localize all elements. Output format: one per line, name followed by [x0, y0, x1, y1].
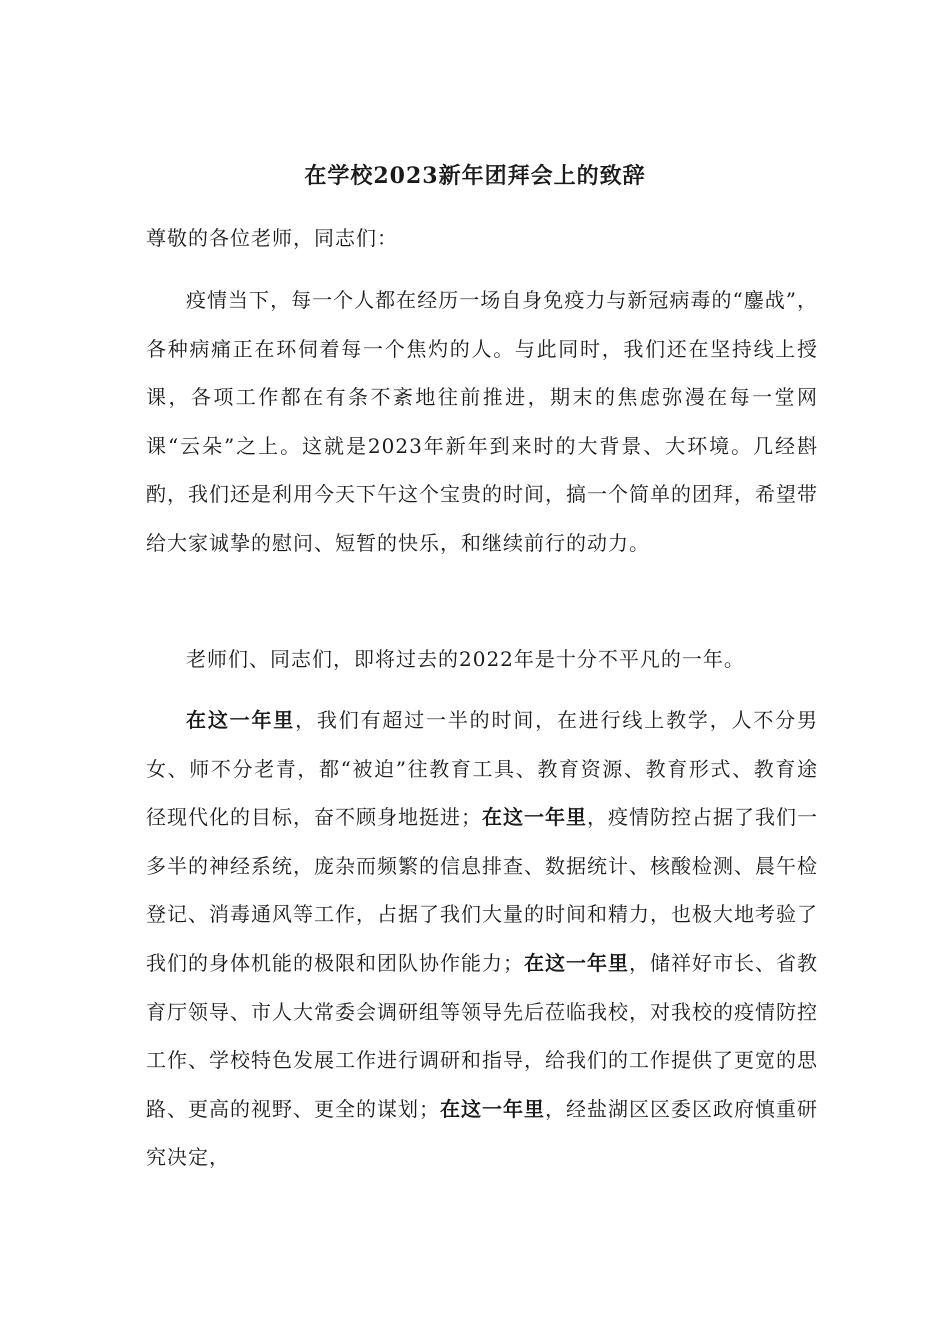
paragraph-3-segment-2: ，疫情防控占据了我们一多半的神经系统，庞杂而频繁的信息排查、数据统计、核酸检测、晨午检登记、消毒通风等工作，占据了我们大量的时间和精力，也极大地考验了我们的身体机能的极限和团队协作能力； [146, 805, 818, 975]
page-title: 在学校2023新年团拜会上的致辞 [304, 163, 646, 189]
emphasis-phrase: 在这一年里 [440, 1096, 545, 1121]
emphasis-phrase: 在这一年里 [482, 805, 587, 830]
emphasis-phrase: 在这一年里 [186, 708, 296, 732]
paragraph-3-segment-3: ，储祥好市长、省教育厅领导、市人大常委会调研组等领导先后莅临我校，对我校的疫情防控工作、学校特色发展工作进行调研和指导，给我们的工作提供了更宽的思路、更高的视野、更全的谋划； [146, 950, 818, 1121]
paragraph-3 [146, 696, 818, 1182]
paragraph-2: 老师们、同志们，即将过去的2022年是十分不平凡的一年。 [186, 647, 745, 671]
paragraph-1: 疫情当下，每一个人都在经历一场自身免疫力与新冠病毒的“鏖战”，各种病痛正在环伺着每一个焦灼的人。与此同时，我们还在坚持线上授课，各项工作都在有条不紊地往前推进，期末的焦虑弥漫在每一堂网课“云朵”之上。这就是2023年新年到来时的大背景、大环境。几经斟酌，我们还是利用今天下午这个宝贵的时间，搞一个简单的团拜，希望带给大家诚挚的慰问、短暂的快乐，和继续前行的动力。 [146, 288, 818, 555]
salutation: 尊敬的各位老师，同志们： [146, 226, 398, 250]
emphasis-phrase: 在这一年里 [524, 950, 629, 975]
paragraph-3-segment-1: ，我们有超过一半的时间，在进行线上教学，人不分男女、师不分老青，都“被迫”往教育工具、教育资源、教育形式、教育途径现代化的目标，奋不顾身地挺进； [146, 708, 819, 830]
paragraph-3-segment-4: ，经盐湖区区委区政府慎重研究决定， [146, 1096, 818, 1170]
